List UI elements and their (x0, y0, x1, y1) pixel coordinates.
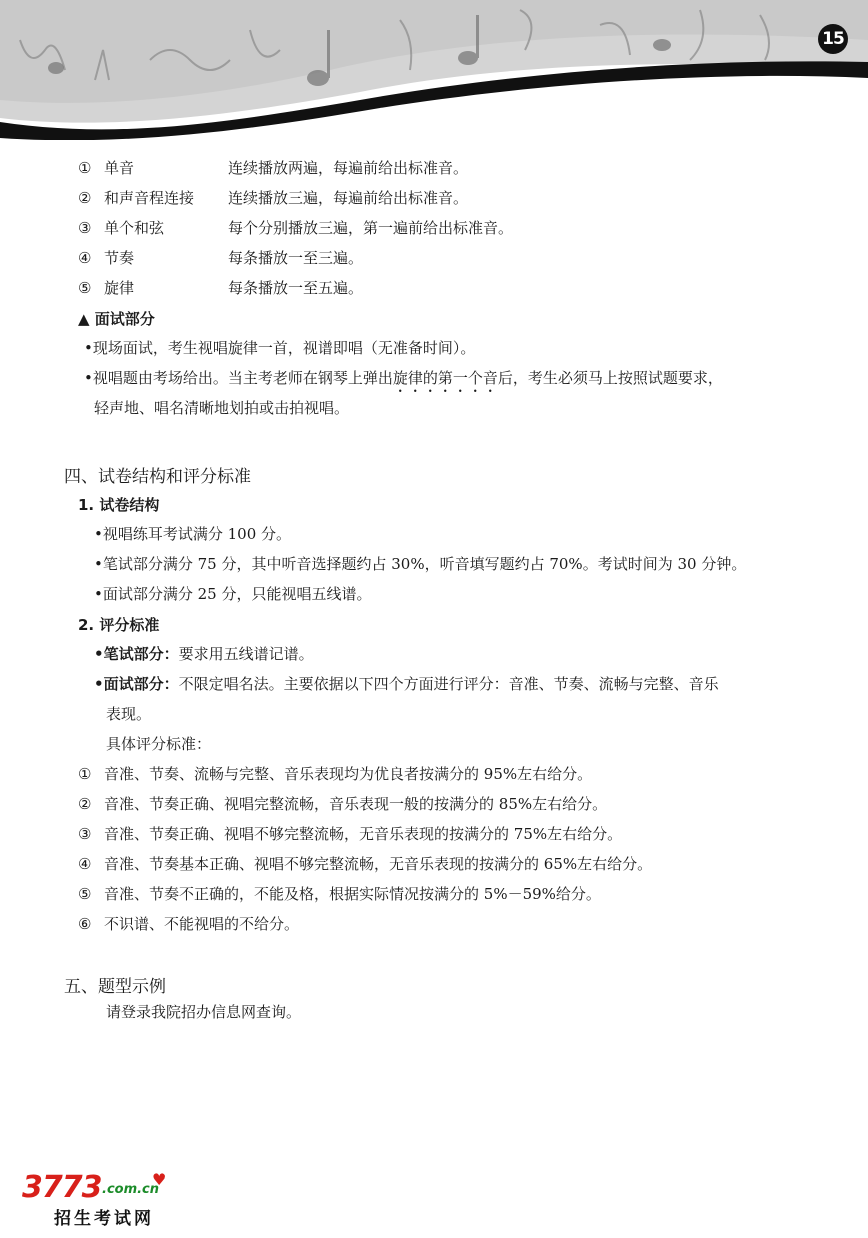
section4-interview (94, 674, 719, 694)
item-label: 和声音程连接 (104, 189, 195, 207)
site-logo (18, 1168, 188, 1230)
item-label: 旋律 (104, 279, 135, 297)
section4-bullet-1: •视唱练耳考试满分 100 分。 (94, 525, 292, 543)
item-number: ④ (78, 249, 92, 267)
interview-bullet-2-emphasis: 旋律的第一个音 (392, 369, 498, 387)
criteria-row (78, 764, 592, 784)
criteria-intro: 具体评分标准： (106, 735, 212, 753)
criteria-text: 不识谱、不能视唱的不给分。 (104, 915, 300, 933)
criteria-number: ③ (78, 825, 92, 843)
criteria-text: 音准、节奏、流畅与完整、音乐表现均为优良者按满分的 95%左右给分。 (104, 765, 593, 783)
item-row (78, 218, 513, 238)
item-row (78, 278, 363, 298)
criteria-number: ⑤ (78, 885, 92, 903)
interview-bullet-2-pre: •视唱题由考场给出。当主考老师在钢琴上弹出 (84, 369, 393, 387)
logo-number: 3773 (22, 1170, 102, 1205)
item-number: ② (78, 189, 92, 207)
page-number: 15 (818, 24, 848, 54)
header-banner (0, 0, 868, 140)
item-number: ① (78, 159, 92, 177)
logo-subtitle: 招生考试网 (54, 1209, 154, 1229)
item-text: 连续播放两遍，每遍前给出标准音。 (228, 159, 469, 177)
interview-bullet-2-post: 后，考生必须马上按照试题要求， (497, 369, 723, 387)
section4-heading: 四、试卷结构和评分标准 (64, 467, 251, 487)
criteria-number: ② (78, 795, 92, 813)
interview-bullet-2-cont: 轻声地、唱名清晰地划拍或击拍视唱。 (94, 399, 350, 417)
criteria-text: 音准、节奏正确、视唱不够完整流畅，无音乐表现的按满分的 75%左右给分。 (104, 825, 623, 843)
criteria-text: 音准、节奏正确、视唱完整流畅，音乐表现一般的按满分的 85%左右给分。 (104, 795, 608, 813)
item-label: 单音 (104, 159, 135, 177)
criteria-number: ④ (78, 855, 92, 873)
section4-bullet-2: •笔试部分满分 75 分，其中听音选择题约占 30%，听音填写题约占 70%。考试时间为 30 分钟。 (94, 555, 747, 573)
section5-heading: 五、题型示例 (64, 977, 166, 997)
criteria-text: 音准、节奏基本正确、视唱不够完整流畅，无音乐表现的按满分的 65%左右给分。 (104, 855, 653, 873)
interview-text: 不限定唱名法。主要依据以下四个方面进行评分：音准、节奏、流畅与完整、音乐 (178, 675, 719, 693)
criteria-number: ① (78, 765, 92, 783)
item-label: 节奏 (104, 249, 135, 267)
written-label: •笔试部分： (94, 645, 179, 663)
criteria-row (78, 794, 607, 814)
item-text: 每条播放一至三遍。 (228, 249, 364, 267)
criteria-row (78, 914, 299, 934)
written-text: 要求用五线谱记谱。 (178, 645, 314, 663)
section4-interview-cont: 表现。 (106, 705, 152, 723)
item-text: 连续播放三遍，每遍前给出标准音。 (228, 189, 469, 207)
criteria-row (78, 824, 622, 844)
section4-bullet-3: •面试部分满分 25 分，只能视唱五线谱。 (94, 585, 372, 603)
criteria-row (78, 884, 601, 904)
criteria-text: 音准、节奏不正确的，不能及格，根据实际情况按满分的 5%－59%给分。 (104, 885, 601, 903)
item-row (78, 188, 468, 208)
item-text: 每个分别播放三遍，第一遍前给出标准音。 (228, 219, 514, 237)
item-row (78, 248, 363, 268)
section4-sub1: 1. 试卷结构 (78, 496, 160, 514)
section4-sub2: 2. 评分标准 (78, 616, 160, 634)
interview-bullet-1: •现场面试，考生视唱旋律一首，视谱即唱（无准备时间）。 (84, 339, 476, 357)
heart-icon: ♥ (152, 1170, 167, 1189)
item-label: 单个和弦 (104, 219, 165, 237)
section5-text: 请登录我院招办信息网查询。 (106, 1003, 302, 1021)
section4-written (94, 644, 314, 664)
criteria-number: ⑥ (78, 915, 92, 933)
logo-domain: .com.cn (102, 1182, 160, 1197)
item-number: ⑤ (78, 279, 92, 297)
criteria-row (78, 854, 652, 874)
interview-bullet-2 (84, 368, 723, 396)
interview-label: •面试部分： (94, 675, 179, 693)
item-text: 每条播放一至五遍。 (228, 279, 364, 297)
interview-title: ▲ 面试部分 (78, 310, 155, 328)
item-number: ③ (78, 219, 92, 237)
item-row (78, 158, 468, 178)
